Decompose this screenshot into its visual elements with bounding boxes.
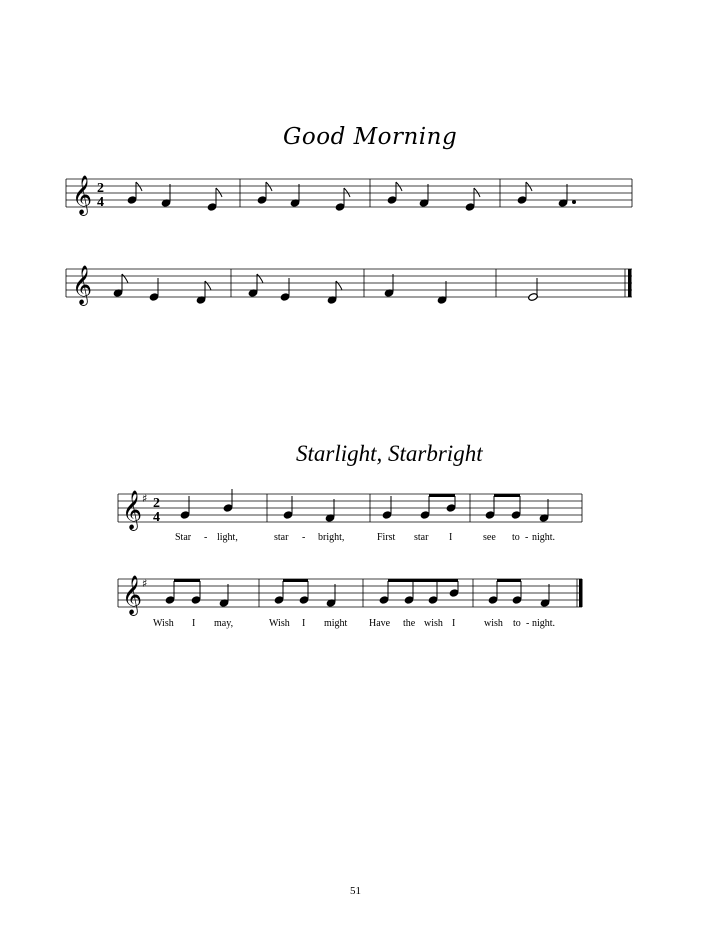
lyric-syllable: may,: [214, 618, 234, 629]
staff-starlight-2: [118, 575, 583, 616]
notes-good-morning-2: [113, 274, 538, 304]
lyric-syllable: to: [512, 532, 520, 543]
time-sig-top: 2: [153, 496, 160, 511]
lyric-syllable: I: [302, 618, 306, 629]
time-sig-top: 2: [97, 181, 104, 196]
lyric-hyphen: -: [525, 532, 529, 543]
sharp-icon: ♯: [142, 492, 148, 505]
lyric-syllable: wish: [484, 618, 503, 629]
lyric-syllable: to: [513, 618, 521, 629]
treble-clef-icon: 𝄞: [122, 490, 143, 530]
staff-good-morning-1: [66, 175, 632, 216]
song-title-good-morning: Good Morning: [283, 124, 458, 150]
song-title-starlight-starbright: Starlight, Starbright: [296, 441, 483, 466]
lyric-syllable: might: [324, 618, 348, 629]
lyric-syllable: the: [403, 618, 416, 629]
lyric-syllable: Star: [175, 532, 192, 543]
lyric-syllable: wish: [424, 618, 443, 629]
lyrics-line-2: [153, 618, 555, 629]
time-sig-bottom: 4: [153, 510, 160, 525]
lyric-hyphen: -: [302, 532, 306, 543]
lyric-syllable: I: [449, 532, 453, 543]
lyric-syllable: night.: [532, 618, 556, 629]
page-number: 51: [350, 885, 361, 897]
lyric-syllable: star: [414, 532, 429, 543]
time-sig-bottom: 4: [97, 195, 104, 210]
treble-clef-icon: 𝄞: [122, 575, 143, 615]
lyric-syllable: see: [483, 532, 496, 543]
treble-clef-icon: 𝄞: [72, 175, 93, 215]
lyric-syllable: Wish: [153, 618, 174, 629]
staff-starlight-1: [118, 489, 582, 531]
sharp-icon: ♯: [142, 577, 148, 590]
lyric-syllable: I: [452, 618, 456, 629]
lyric-hyphen: -: [204, 532, 208, 543]
treble-clef-icon: 𝄞: [72, 265, 93, 305]
lyric-syllable: Wish: [269, 618, 290, 629]
lyric-syllable: star: [274, 532, 289, 543]
lyric-syllable: I: [192, 618, 196, 629]
lyric-syllable: light,: [217, 532, 238, 543]
lyric-hyphen: -: [526, 618, 530, 629]
lyric-syllable: First: [377, 532, 396, 543]
lyrics-line-1: [175, 532, 555, 543]
lyric-syllable: bright,: [318, 532, 345, 543]
staff-good-morning-2: [66, 265, 632, 306]
lyric-syllable: night.: [532, 532, 556, 543]
lyric-syllable: Have: [369, 618, 391, 629]
